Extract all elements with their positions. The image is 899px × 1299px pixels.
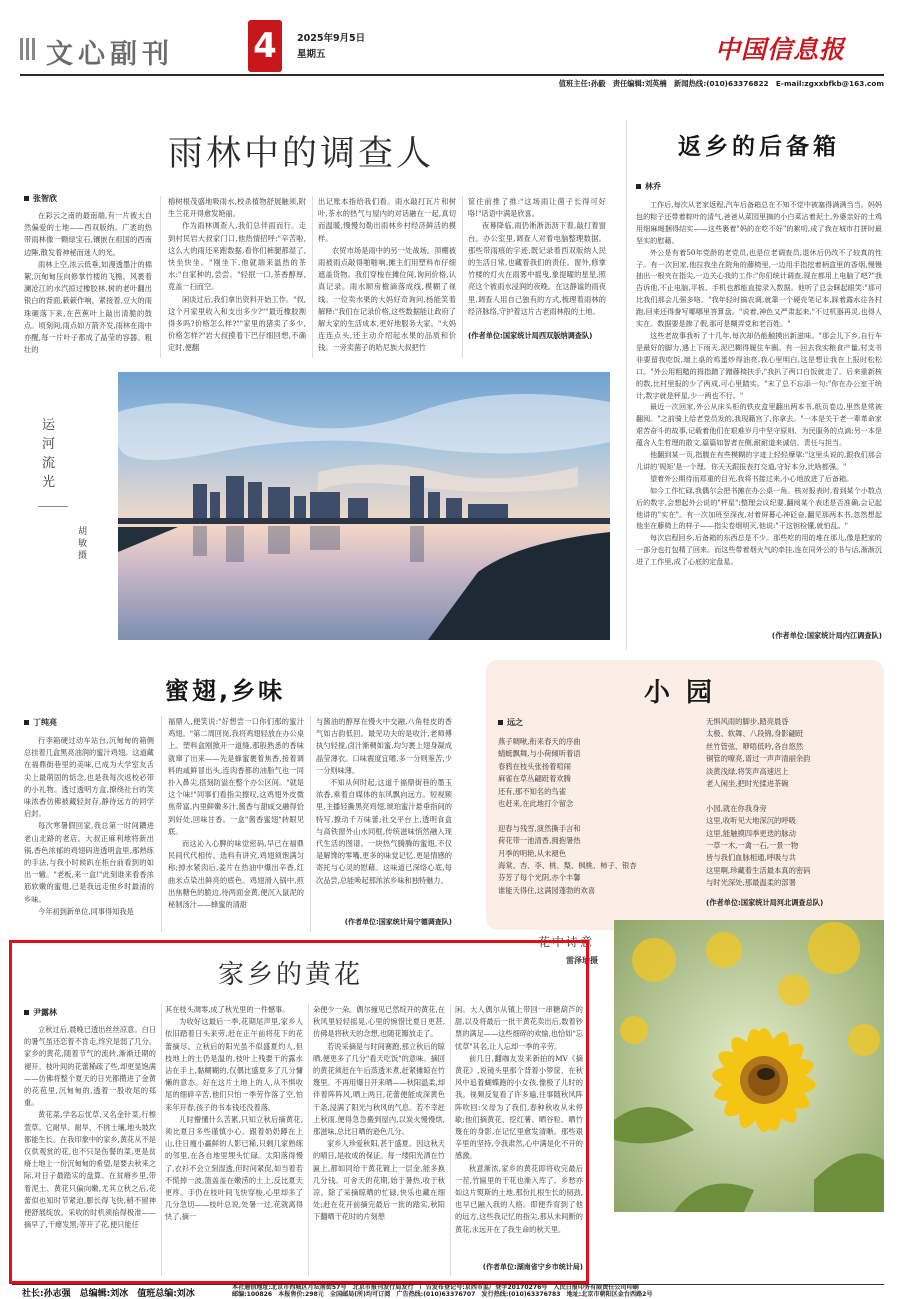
article4-headline: 家乡的黄花 [218, 960, 364, 990]
bee [757, 1068, 775, 1080]
photo-title: 运河流光 [42, 418, 56, 490]
poem-line: 麻雀在草丛翩跹着欢腾 [498, 774, 571, 784]
paragraph: 在彩云之南的最南端,有一片被大自然偏爱的土地——西双版纳。广袤的热带雨林像一颗绿宝石,镶嵌在祖国的西南边陲,散发着神秘而迷人的光。 [24, 211, 152, 257]
article3-col2 [168, 716, 304, 930]
article1-col3 [318, 196, 456, 358]
poem-line: 荷花带一池清香,拥抱暑热 [498, 836, 581, 846]
poem-line: 小园,就在你我身旁 [706, 803, 767, 813]
paragraph: 筐往前推了推:"这场雨让菌子长得可好咯!"话语中满是欣喜。 [468, 197, 606, 219]
paragraph: 雨林上空,浓云低垂,如漫透墨汁的棉絮,沉甸甸压向修掌竹楼的飞檐。风裹着澜沧江的水汽掠过橡胶林,树的老叶翻出银白的背面,簌簌作响。紧接着,豆大的雨珠砸落下来,在芭蕉叶上敲出清脆的鼓点。顷刻间,雨点如万箭齐发,雨林在雨中亦醒,每一片叶子都成了晶莹的容器。粗壮的 [24, 259, 152, 355]
article2-byline: 林乔 [636, 181, 661, 192]
paragraph: 立秋过后,晨晚已透出丝丝凉意。白日的暑气虽还恋着不肯走,终究是弱了几分。家乡的黄花,随着节气的流转,渐渐迁期的褪开。枝叶间的花蕾稀疏了些,却更显饱满——仿佛将整个夏天的日光都攒进了金黄的花苞里,沉甸甸的,透着一股收尾的郑重。 [24, 1025, 156, 1108]
article3-credit: (作者单位:国家统计局宁德调查队) [344, 918, 452, 926]
article4-col3 [313, 1004, 445, 1276]
paragraph: 每次寒暑假回家,我总第一时间鑽进老山北路的老店。大叔正麻利地将新出锅,香色浓郁的鸡翅码进透明盒里,那熟练的手法,与我小时候趴在柜台前看到的如出一辙。"老板,来一盒!"此刻谁来看香浓筋软嫩的蜜翅,已是我远走他乡时最清的乡味。 [24, 821, 154, 904]
article3-byline: 丁纯亮 [24, 717, 57, 728]
poem-line: 海棠、杏、李、桃、梨、枫桃、柿子、银杏 [498, 861, 637, 871]
poem-left-stanzas [498, 736, 698, 897]
poem-line: 丝竹管弦、咿唔低吟,各自悠然 [706, 741, 804, 751]
footer-staff: 社长:孙志强 总编辑:刘冰 值班总编:刘冰 [22, 1289, 195, 1299]
article3-headline: 蜜翅,乡味 [165, 677, 286, 705]
poem-right-stanzas [706, 716, 882, 890]
yellow-flower-photo [614, 920, 884, 1212]
photo2-role: 摄 [590, 956, 598, 965]
poem-line: 淡黄浅绿,将笑声高速迟上 [706, 766, 789, 776]
poem-line: 这里,收听见大地深沉的呼吸 [706, 816, 796, 826]
poem-line [706, 790, 882, 802]
paragraph: 出记账本指给我们看。雨水敲打瓦片和树叶,茶水的热气与屋内的对话融在一起,真切而温暖,慢慢勾勒出雨林乡村经济鲜活的模样。 [318, 197, 456, 243]
column-divider [312, 196, 313, 358]
paragraph: 榕树根茂盛地吸雨水,校杀植物舒展触须,附生兰花开得愈发艳丽。 [168, 197, 306, 219]
photo-canal-caption [20, 372, 116, 640]
article4-byline: 尹露林 [24, 1007, 57, 1018]
paragraph: 秋意渐浓,家乡的黄花即将收完最后一茬,竹匾里的干花也渐入库了。乡愁亦如这片熨斯的土地,那份扎根生长的韧劲,也早已融入我的人格。即便乔育到了他的远方,这些我记忆的指尖,那从未间断的黄花,永远开在了我生命的秋天里。 [455, 1163, 583, 1234]
column-divider [160, 196, 161, 358]
paragraph: 他翻到某一页,指腹在有些模糊的字迹上轻轻摩挲:"这里头说的,跟我们那会儿讲的'规矩'是一个理。你天天跟报表打交道,守好本分,比啥都强。" [636, 450, 882, 471]
article4-col4 [455, 1004, 583, 1260]
paragraph: 夜幕降临,雨仍淅淅沥沥下着,敲打着窗台。办公室里,调查人对着电脑整理数据。那些带雨痕的字迹,既记录着西双版纳人民的生活日常,也藏着我们的责任。窗外,修掌竹楼的灯火在雨雾中摇曳,象提曜的星星,照亮这个被雨水浸润的夜晚。在这静谧的雨夜里,调查人用自己独有的方式,梳理着雨林的经济脉络,守护着这片古老雨林般的土地。 [468, 221, 606, 316]
article2-body [636, 199, 882, 629]
column-divider [462, 196, 463, 358]
paragraph: 作为雨林调查人,我们总伴雨而行。走到村民岩大叔家门口,他热情招呼:"辛苦啦,这么大的雨还来跑数据,看你们裤腿都湿了,快坐快坐。"刚坐下,他就端来温热的茶水:"自家种的,尝尝。"轻抿一口,茶香醇厚,竟盖一扫而空。 [168, 221, 306, 292]
photo2-author: 雷泽瑜 [566, 956, 590, 965]
paragraph: 行李箱硬过动车站台,沉甸甸的箱侧总挂着几盒黑亮油润的蜜汁鸡翅。这道藏在福鼎街巷里的美味,已成为大学室友舌尖上最萌固的惦念,也是我每次返校必带的小礼物。透过透明方盒,撩绕社台的笑味浓香仿佛被藏轻封存,静待远方的同学启封。 [24, 736, 154, 819]
column-divider [161, 716, 162, 932]
page-number: 4 [253, 26, 277, 66]
article1-headline: 雨林中的调查人 [168, 134, 435, 174]
paragraph: 不知从何时起,这道千福鼎街巷的墨玉浓香,乘着自媒体的东风飘向远方。短视频里,主播轻撕黑亮鸡翅,琥珀蜜汁悬垂指间的特写,撩动千万味蕾;社交平台上,透明食盒与高铁窗外山水同框,传统滋味悄然融入现代生活的图谱。一块热气腾腾的蜜翅,不仅是解馋的零嘴,更多的味觉记忆,更是情感的寄托与心灵的慰藉。这味道已深络心底,每次品尝,总能唤起那浓浓乡味和独特魅力。 [316, 778, 452, 885]
paragraph: 而这沁入心脾的味觉密码,早已在福鼎民间代代相传。选料有讲究,鸡翅须饱满匀称;掉水紧肉后,姜片在热油中爆出辛香,红曲米点染出鲜亮的底色。鸡翅滑入锅中,煎出焦糖色的脆边,待两面金黄,便沉入鼠泥的秘制汤汁——蜂蜜的清甜 [168, 839, 304, 910]
poem-line: 春鸦在枝头张扬着喧闹 [498, 761, 571, 771]
article2-headline: 返乡的后备箱 [678, 134, 840, 160]
poem-line: 谁能夭得住,这满园蓬勃的欢喜 [498, 885, 596, 895]
staff-line: 值班主任:孙毅 责任编辑:刘英楠 新闻热线:(010)63376822 E-mail:zgxxbfkb@163.com [558, 79, 884, 88]
column-divider [310, 716, 311, 932]
poem-line: 芬芳了每个光阴,亦个丰馨 [498, 873, 581, 883]
paragraph: 望着外公期待而郑重的目光,我将书接过来,小心地放进了后备箱。 [650, 473, 854, 483]
footer-info [232, 1284, 886, 1299]
poem-line: 这里,能触摸四季更迭的脉动 [706, 828, 796, 838]
issue-date: 2025年9月5日 [297, 33, 366, 44]
paragraph: 这些老故事我听了十几年,每次却仍能触摸出新滋味。"那会儿下乡,自行车是最好的脚力,遇上下雨天,泥巴糊得履住车圈。有一回去我实粮食产量,村支书非要留我吃饭,端上桌的鸡蛋炒得油亮,我心里明白,这是想让我在上报时松松口。"外公用粗糙的拇指蹭了蹭藤椅扶手,"我扒了两口白饭就走了。后来重新核的数,比村里报的少了两成,可心里踏实。"末了总不忘添一句:"你在办公室干统计,数字就是秤星,少一两也不行。" [636, 330, 882, 400]
article3-col1 [24, 735, 154, 931]
column-divider [161, 1004, 162, 1276]
section-name: 文心副刊 [46, 39, 174, 70]
article3-col3 [316, 716, 452, 912]
paragraph: 闲谈过后,我们拿出资料开始工作。"叔,这个月家里收入和支出多少?""最近橡胶割得多吗?价格怎么样?""家里的猪卖了多少,价格怎样?"岩大叔摸着下巴仔细回想,不确定时,便翻 [168, 294, 306, 353]
masthead [0, 0, 899, 92]
article4-col2 [165, 1004, 303, 1276]
paragraph: 黄花菜,学名忘忧草,又名金针菜,行檫萱草。它耐旱、耐旱、不挑土壤,地头坡坎都能生长。在我印象中的家乡,黄花从不是仅供观赏的花,也不只是伤餐的菜,更是贫瘠土地上一份沉甸甸的希望,是要去秋来之际,对日子最踏实的盘算。在贫瘠乡里,带着泥土、黄花只偏向嫩,尤其立秋之后,花蕾似也知时节紧迫,膨长得飞快,稍不留神便舒展绽放。采收的时机须掐得极准——摘早了,干瘪发黑;等开了花,便只能任 [24, 1110, 156, 1230]
section-bars-decoration [20, 38, 38, 60]
article1-byline: 张智欣 [24, 193, 57, 204]
paragraph: 农贸市场是雨中的另一处战场。顶棚被雨被雨点敲得啪啪响,摊主们用塑料布仔细遮盖货物。我们穿梭在摊位间,询问价格,认真记录。雨水顺房檐滴落成线,模糊了视线。一位卖水果的大妈好奇询问,杨能笑着解释:"我们在记录价格,这些数据能让政府了解大家的生活成本,更好地服务大家。"大妈连连点头,还主动介绍起水果的品质和价钱。一旁卖菌子的哈尼族大叔把竹 [318, 245, 456, 353]
article4-col1 [24, 1024, 156, 1276]
paragraph: 工作后,每次从老家返程,汽车后备箱总在不知不觉中被塞得满满当当。妈妈包的粽子还带着粽叶的清气,爸爸从菜园里摘的小白菜沾着泥土,外婆亲好的土鸡用细麻绳捆得结实——这些裹着"妈的在吃不好"的絮叨,成了我在城市打拼时最坚实的慰藉。 [636, 200, 882, 245]
paragraph: 其在枝头凋零,成了秋光里的一件憾事。 [165, 1005, 290, 1014]
poem-line: 无惧风雨的脚步,踏亮晨昏 [706, 717, 789, 726]
poem-credit: (作者单位:国家统计局河北调查总队) [706, 898, 824, 907]
footer-info-line: 邮编:100826 本报售价:298元 全国邮局(所)均可订阅 广告热线:(010)63376707 发行热线:(010)63376783 地址:北京市朝阳区金台西路2号 [232, 1291, 653, 1299]
column-divider [450, 1004, 451, 1276]
paragraph: 福鼎人,便笑说:"好想尝一口你们那的蜜汁鸡翅。"第二周回岗,我将鸡翅轻放在办公桌上。塑料盒刚掀开一道缝,那般熟悉的香味就窜了出来——先是蜂蜜裹着焦香,接着调料的咸鲜冒出头,连肉香都的油脂气也一同扑入鼻尖,搭刻防溢在整个办公区间。"就是这个味!"同事们看指尖擦叹,这鸡翅外皮微焦带富,内里鲜嫩多汁,酱香与甜咸交融得恰到好处,回味甘香。一盒"酱香蜜翅"转眼见底。 [168, 717, 304, 836]
paragraph: 最近一次回家,外公从床头柜的铁皮盒里翻出两本书,纸页卷边,里然是常被翻阅。"之前骑上给老党员发的,我现籍宫了,你拿去。"一本是关于老一辈革命家艰苦奋斗的故事,记载着他们在艰难岁月中坚守原则、为民服务的点滴;另一本是蕴含人生哲理的散文,篇篇如智者在侧,耐耐道来诚信、责任与担当。 [636, 402, 882, 448]
paragraph: 若说采摘是与时间赛跑,那立秋后的晾晒,便更多了几分"看天吃饭"的意味。摘回的黄花须赶在午后蒸透米煮,赶紧摊晾在竹篾里。不再用爆日开来晒——秋阳温柔,却伴着阵阵风,晒上两日,花蕾便能成深黄色干条,浸满了阳光与秋风的气息。若不幸赶上秋雨,便得急急搬到屋内,以炭火慢慢烘,那滋味,总比日晒的逊色几分。 [313, 1041, 445, 1137]
article1-credit: (作者单位:国家统计局西双版纳调查队) [468, 331, 593, 340]
poem-line: 燕子啁啾,衔来春天的序曲 [498, 737, 581, 746]
photo-author: 胡敏 摄 [78, 527, 88, 561]
canal-photo [118, 372, 610, 640]
paragraph: 前几日,翻咖友发来新拍的MV《摘黄花》,说镜头里那个背着小箩筐、在秋风中追着蝴蝶跑的小女孩,像极了儿时的我。视频反复看了许多遍,往事随秋风阵阵吹回:父母为了我们,春种秋收从未停歇;他们摘黄花、挖红薯、晒谷粒、晒竹篾在的身影,在记忆里愈发清晰。那些艰辛里的坚持,令我肃然,心中满是化不开的感激。 [455, 1053, 583, 1161]
page-number-badge [248, 20, 282, 72]
poem-line: 还有,那不知名的鸟雀 [498, 786, 566, 796]
article1-col4 [468, 196, 606, 344]
column-divider [626, 120, 627, 650]
article1-col2 [168, 196, 306, 358]
poem-line: 太极、软舞、八段锦,身影翩跹 [706, 729, 804, 739]
poem-line: 月季的明艳,从未褪色 [498, 848, 566, 858]
poem-line: 皆与我们血脉相通,呼吸与共 [706, 853, 796, 863]
poem-line: 蜻蜓飘舞,与小荷倾听着语 [498, 749, 581, 759]
paragraph: 外公是有着50年党龄的老党员,也是位老调查员,退休后仍改不了较真的性子。有一次回家,他拉我坐在院角的藤椅里,一边用手指挖着柄盒里的香烟,慢慢抽出一根夹在指尖,一边关心我的工作:"你们统计调查,现在都用上电脑了吧?"我告诉他,不止电脑,平板、手机也都能直接录入数据。他听了总会眯起眼笑:"那可比我们那会儿强多咯。"我年轻时搞农调,就靠一个硬壳笔记本,踩着露水往各村跑,回来还得誊写哪哪里答算盘。"说着,神色又严肃起来,"不过机器再灵,也得人实在。数据要是掺了假,那可是糊弄党和老百姓。" [636, 247, 882, 329]
article2-credit: (作者单位:国家统计局内江调查队) [771, 631, 882, 640]
paragraph: 每次启程回乡,后备箱的东西总是不少。那些吃的用的堆在那儿,像是把家的一部分也打包精了回来。而这些带着烟火气的牵挂,连在同外公的书与话,渐渐沉进了工作里,成了心底的定盘星。 [636, 533, 882, 567]
poem-line: 这里啊,珍藏着生活最本真的密码 [706, 865, 811, 875]
newspaper-logo: 中国信息报 [715, 35, 846, 64]
poem-line [498, 810, 698, 822]
footer-info-line: 本社通信地址:北京市西城区月坛南街57号 北京市报刊发行局发行 广告发布登记号:京西市监广登字20170276号 人民日报印务有限责任公司印刷 [232, 1284, 639, 1291]
article1-col1 [24, 210, 152, 358]
photo2-title: 花中诗意 [538, 935, 595, 949]
paragraph: 朵便少一朵。偶尔撞见已然绽开的黄花,在秋风里轻轻摇晃,心里的惋惜比夏日更甚,仿佛是将秋天的念想,也随花瓣放走了。 [313, 1005, 445, 1039]
paragraph: 与酱油的醇厚在慢火中交融,八角桂皮的香气如古韵低回。最见功夫的是收汁,老师傅执勺轻搅,卤汁渐稠如蜜,均匀裹上翅身凝成晶莹薄衣。口味震度宜嗜,多一分则鉴苦,少一分则味薄。 [316, 717, 452, 775]
paragraph: 儿时懵懂什么苦累,只知立秋后摘黄花,须比夏日多些谨慎小心。跟着奶奶蹲在上山,往日瘦小赢鲜的人影已稀,只剩几家熟练的邻里,在各自地里埋头忙碌。太阳落得慢了,衣衫不会立刻湿透,但时间紧促,如当着若不慌掉一波,篮盖盖在嫩涝的土上,反比夏天更疼。手仍在枝叶间飞快穿梭,心里却多了几分急切——枝叶总说,处暑一过,花就离得快了,摘一 [165, 1114, 303, 1222]
poem-title: 小园 [644, 678, 729, 708]
paragraph: 为收好这最后一季,花期尾声里,家乡人依旧踏着日头来劳,赶在正午前将花下的花蕾摘尽。立秋后的阳光虽不似盛夏灼人,但枝地上的土仍是温的,枝叶上残要干的露水沾在手上,黏糊糊的,仅偶比盛夏多了几分慵懒的意态。好在这片土地上的人,从不惧收尾的细碎辛苦,他们只怕一季劳作落了空,怕来年开春,孩子的书本钱还没着落。 [165, 1017, 303, 1112]
poem-line: 老人闲坐,把时光揉进茶碗 [706, 779, 789, 789]
paragraph: 家乡人珍爱秋阳,甚于盛夏。因这秋天的晴日,是收成的保证。每一缕阳光洒在竹匾上,都如同给干黄花镀上一层金,能多换几分钱。可舍天的花期,始于暑热,收于秋凉。除了采摘晾晒的忙碌,快乐也藏在细处;赶在花开前摘完最后一批的踏实,秋阳下翻晒干花时的片刻憩 [313, 1139, 445, 1222]
paragraph: 闲。大人偶尔从镇上带回一串糖葫芦的甜,以及将最后一批干黄花卖出后,数着钞票的满足——这些细碎的欢愉,也恰如"忘忧草"其名,让人忘却一季的辛劳。 [455, 1005, 583, 1051]
article4-credit: (作者单位:湖南省宁乡市统计局) [482, 1263, 583, 1271]
title-underline [38, 506, 68, 507]
poem-line: 铜管的嘹亮,谱过一声声清丽余韵 [706, 754, 811, 764]
column-divider [308, 1004, 309, 1276]
masthead-rule [20, 74, 884, 76]
poem-line: 一草一木,一禽一石,一景一物 [706, 841, 799, 851]
paragraph: 如今工作忙碌,我偶尔会把书摊在办公桌一角。核对报表时,看到某个小数点后的数字,会想起外公说的"秤星";整理会议纪要,翻阅某个表述是否准确,会记起他讲的"实在"。有一次加班至深夜,对着屏幕心神砭奋,翻见那两本书,忽然想起他坐在藤椅上的样子——指尖卷烟明灭,他说:"干这钥检懂,就怕乱。" [636, 485, 882, 531]
poem-line: 与时光深处,那最温柔的部署 [706, 878, 796, 888]
poem-byline: 远之 [498, 717, 523, 728]
poem-line: 迎春与残雪,演然撕手言和 [498, 823, 581, 833]
poem-line: 也赶来,在此地打个留念 [498, 799, 574, 809]
issue-weekday: 星期五 [297, 49, 326, 60]
paragraph: 今年初到新单位,同事得知我是 [38, 906, 134, 916]
